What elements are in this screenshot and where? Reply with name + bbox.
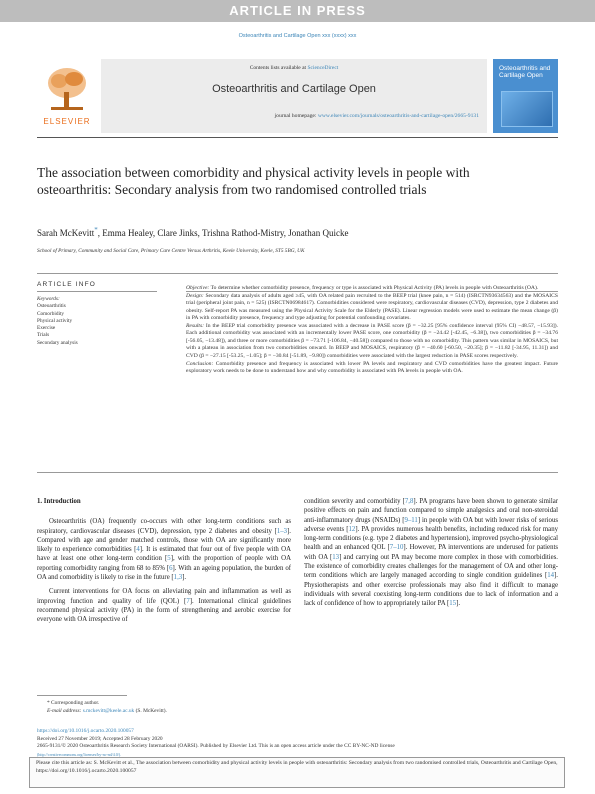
- keyword-item: Exercise: [37, 325, 56, 332]
- keywords-block: [37, 296, 157, 347]
- contents-line: [101, 65, 487, 71]
- design-label: Design:: [186, 292, 204, 299]
- cover-title: Osteoarthritis and Cartilage Open: [499, 65, 551, 79]
- text-run: Current interventions for OA focus on alleviating pain and inflammation as well as improving function and quality of life (QOL) [: [37, 588, 291, 605]
- article-title: The association between comorbidity and physical activity levels in people with osteoarthritis: Secondary analysis from two randomised controlled trials: [37, 165, 470, 197]
- footnotes: [37, 700, 337, 715]
- conclusion-text: Comorbidity presence and frequency is associated with lower PA levels and respiratory and CVD comorbidities have the greatest impact. Future exploratory work needs to be done to understand how and why comorbidity is associated with PA levels in people with OA.: [186, 360, 558, 374]
- text-run: ]. PA programs have been shown to generate similar positive effects on pain and function compared to simple analgesics and oral non-steroidal anti-inflammatory drugs (NSAIDs) [: [304, 498, 558, 524]
- corresponding-author-note: * Corresponding author.: [47, 700, 100, 706]
- citation-link[interactable]: 4: [136, 546, 140, 554]
- section-heading: 1. Introduction: [37, 498, 81, 505]
- body-left-column: [37, 497, 291, 627]
- objective-label: Objective:: [186, 285, 210, 291]
- cover-image: [501, 91, 553, 127]
- journal-homepage: [101, 113, 487, 119]
- corresponding-mark[interactable]: *: [94, 226, 98, 234]
- conclusion-label: Conclusion:: [186, 360, 214, 367]
- citation-box: [29, 757, 565, 788]
- citation-link[interactable]: 7,8: [404, 498, 414, 505]
- author-first[interactable]: Sarah McKevitt: [37, 228, 95, 238]
- affiliation: School of Primary, Community and Social Care, Primary Care Centre Versus Arthritis, Keele University, Keele, ST5 5BG, UK: [37, 248, 305, 254]
- abstract-objective: [186, 285, 558, 292]
- keyword-item: Osteoarthritis: [37, 303, 66, 310]
- design-text: Secondary data analysis of adults aged ≥45, with OA related pain recruited to the BEEP trial (knee pain, n = 514) (ISRCTN93634563) and the MOSAICS trial (peripheral joint pain, n = 525) (ISRCTN06984617). Comorbidities considered were respiratory, cardiovascular diseases (CVD), depression, type 2 diabetes and obesity. Self-report PA was measured using the Physical Activity Scale for the Elderly (PASE). Linear regression models were used to estimate the mean change (β) in PA with comorbidity presence, frequency and type adjusting for potential confounding covariates.: [186, 292, 558, 322]
- citation-link[interactable]: 6: [169, 564, 173, 572]
- article-info-heading: ARTICLE INFO: [37, 281, 97, 288]
- text-run: ]. PA provides numerous health benefits, including reduced risk for many long-term conditions (e.g. type 2 diabetes and hypertension), improved psycho-physiological health and an enhanced QOL [: [304, 525, 558, 552]
- keyword-item: Physical activity: [37, 317, 73, 324]
- text-run: ] in people with OA but with lower risks of serious adverse events [: [304, 516, 558, 533]
- abstract-design: [186, 293, 558, 323]
- email-link[interactable]: s.mckevitt@keele.ac.uk: [82, 707, 135, 714]
- keyword-item: Secondary analysis: [37, 339, 78, 346]
- citation-link[interactable]: 15: [449, 600, 457, 608]
- sciencedirect-link[interactable]: ScienceDirect: [307, 65, 339, 71]
- intro-paragraph-2: [37, 587, 291, 624]
- license-link[interactable]: (http://creativecommons.org/licenses/by-nc-nd/4.0/).: [37, 751, 122, 757]
- text-run: ] and carrying out PA may become more complex in those with comorbidities. The existence of comorbidity creates challenges for the management of OA and other long-term conditions which are largely managed according to single condition guidelines [: [304, 553, 558, 580]
- objective-text: To determine whether comorbidity presence, frequency or type is associated with Physical Activity (PA) levels in people with Osteoarthritis (OA).: [209, 285, 539, 291]
- text-run: ], with the proportion of people with OA reporting comorbidity ranging from 68 to 85% [: [37, 555, 292, 572]
- citation-link[interactable]: 1,3: [173, 574, 183, 582]
- abstract-conclusion: [186, 361, 558, 376]
- homepage-prefix: journal homepage:: [274, 113, 318, 119]
- journal-masthead: [37, 59, 558, 133]
- results-text: In the BEEP trial comorbidity presence was associated with a decrease in PASE score (β = −32.25 [95% confidence interval (95% CI) −48.57, −15.93]). Each additional comorbidity was associated with an incrementally lower PASE score, one comorbidity (β = −24.42 [-42.45, −6.38]), two comorbidities β = −34.76 [-56.05, −13.48]), and three or more comorbidities β = −73.71 [-106.84, −40.58]) compared to those with no comorbidity. This pattern was similar in MOSAICS, but with a plateau in association from two comorbidities onward. In BEEP and MOSAICS, respiratory (β = −40.60 [-60.50, −20.35]; β = −11.82 [-34.95, 11.31]) and CVD (β = −27.15 [-53.25, −1.05]; β = −30.84 [-51.89, −9.80]) comorbidities were associated with the largest reduction in PASE scores respectively.: [186, 323, 558, 359]
- abstract: [186, 285, 558, 376]
- text-run: ]. However, PA interventions are underused for patients with OA [: [304, 544, 558, 561]
- citation-link[interactable]: 1–3: [276, 527, 288, 535]
- text-run: ]. With an ageing population, the burden of OA and comorbidity is likely to rise in the future [: [37, 564, 291, 582]
- keyword-item: Trials: [37, 332, 50, 339]
- email-suffix: (S. McKevitt).: [134, 707, 167, 714]
- citation-link[interactable]: 13: [332, 553, 340, 561]
- results-label: Results:: [186, 323, 205, 330]
- text-run: ]. International clinical guidelines recommend physical activity (PA) in the form of strengthening and aerobic exercise for everyone with OA irrespective of: [37, 597, 291, 624]
- journal-title: Osteoarthritis and Cartilage Open: [212, 83, 376, 95]
- text-run: ].: [182, 574, 187, 582]
- abstract-end-divider: [37, 472, 558, 473]
- citation-link[interactable]: 7–10: [389, 544, 404, 552]
- elsevier-logo[interactable]: [37, 59, 97, 133]
- citation-link[interactable]: 7: [186, 597, 190, 605]
- article-in-press-banner: ARTICLE IN PRESS: [0, 0, 595, 22]
- journal-cover[interactable]: [493, 59, 558, 133]
- journal-reference[interactable]: Osteoarthritis and Cartilage Open xxx (xxxx) xxx: [238, 33, 357, 39]
- citation-link[interactable]: 9–11: [404, 516, 418, 524]
- intro-paragraph-2-continued: [304, 497, 558, 609]
- elsevier-tree-icon: [43, 65, 91, 113]
- email-line: [37, 708, 337, 716]
- text-run: condition severity and comorbidity [: [304, 498, 405, 505]
- article-info-rule: [37, 291, 157, 292]
- masthead-divider: [37, 137, 558, 138]
- keyword-item: Comorbidity: [37, 310, 65, 317]
- author-rest: , Emma Healey, Clare Jinks, Trishna Rathod-Mistry, Jonathan Quicke: [97, 228, 349, 238]
- contents-prefix: Contents lists available at: [249, 65, 308, 71]
- body-right-column: [304, 497, 558, 611]
- citation-link[interactable]: 5: [167, 555, 171, 563]
- citation-link[interactable]: 14: [547, 572, 555, 580]
- text-run: ]. It is estimated that four out of five people with OA have at least one other long-term condition [: [37, 546, 291, 563]
- masthead-center: [101, 59, 487, 133]
- doi-link[interactable]: https://doi.org/10.1016/j.ocarto.2020.100057: [37, 728, 134, 734]
- email-label: E-mail address:: [47, 707, 83, 714]
- text-run: ]. Physiotherapists and other exercise professionals may also find it difficult to manage individuals with several coexisting long-term conditions due to lack of information and a lack of confidence of how to appropriately tailor PA [: [304, 572, 558, 608]
- citation-text: Please cite this article as: S. McKevitt et al., The association between comorbidity and physical activity levels in people with osteoarthritis: Secondary analysis from two randomised controlled trials, Osteoarthritis and Cartilage Open, https://doi.org/10.1016/j.ocarto.2020.100057: [36, 760, 558, 774]
- received-dates: Received 27 November 2019; Accepted 28 February 2020: [37, 735, 163, 742]
- homepage-link[interactable]: www.elsevier.com/journals/osteoarthritis-and-cartilage-open/2665-9131: [317, 113, 479, 119]
- keywords-label: Keywords:: [37, 296, 60, 302]
- info-divider: [37, 273, 558, 274]
- abstract-results: [186, 323, 558, 360]
- license-text: 2665-9131/© 2020 Osteoarthritis Research Society International (OARSI). Published by Elsevier Ltd. This is an open access article under the CC BY-NC-ND license: [37, 743, 395, 750]
- citation-link[interactable]: 12: [348, 525, 356, 533]
- text-run: Osteoarthritis (OA) frequently co-occurs with other long-term conditions such as respiratory, cardiovascular diseases (CVD), depression, type 2 diabetes and obesity [: [37, 518, 291, 535]
- footnote-rule: [37, 695, 127, 696]
- article-meta: [37, 728, 558, 758]
- publisher-name: ELSEVIER: [43, 117, 91, 126]
- intro-paragraph-1: [37, 517, 291, 582]
- text-run: ].: [456, 600, 461, 608]
- author-list: [37, 226, 558, 238]
- text-run: ]. Compared with age and gender matched controls, those with OA are significantly more likely to experience comorbidities [: [37, 527, 291, 554]
